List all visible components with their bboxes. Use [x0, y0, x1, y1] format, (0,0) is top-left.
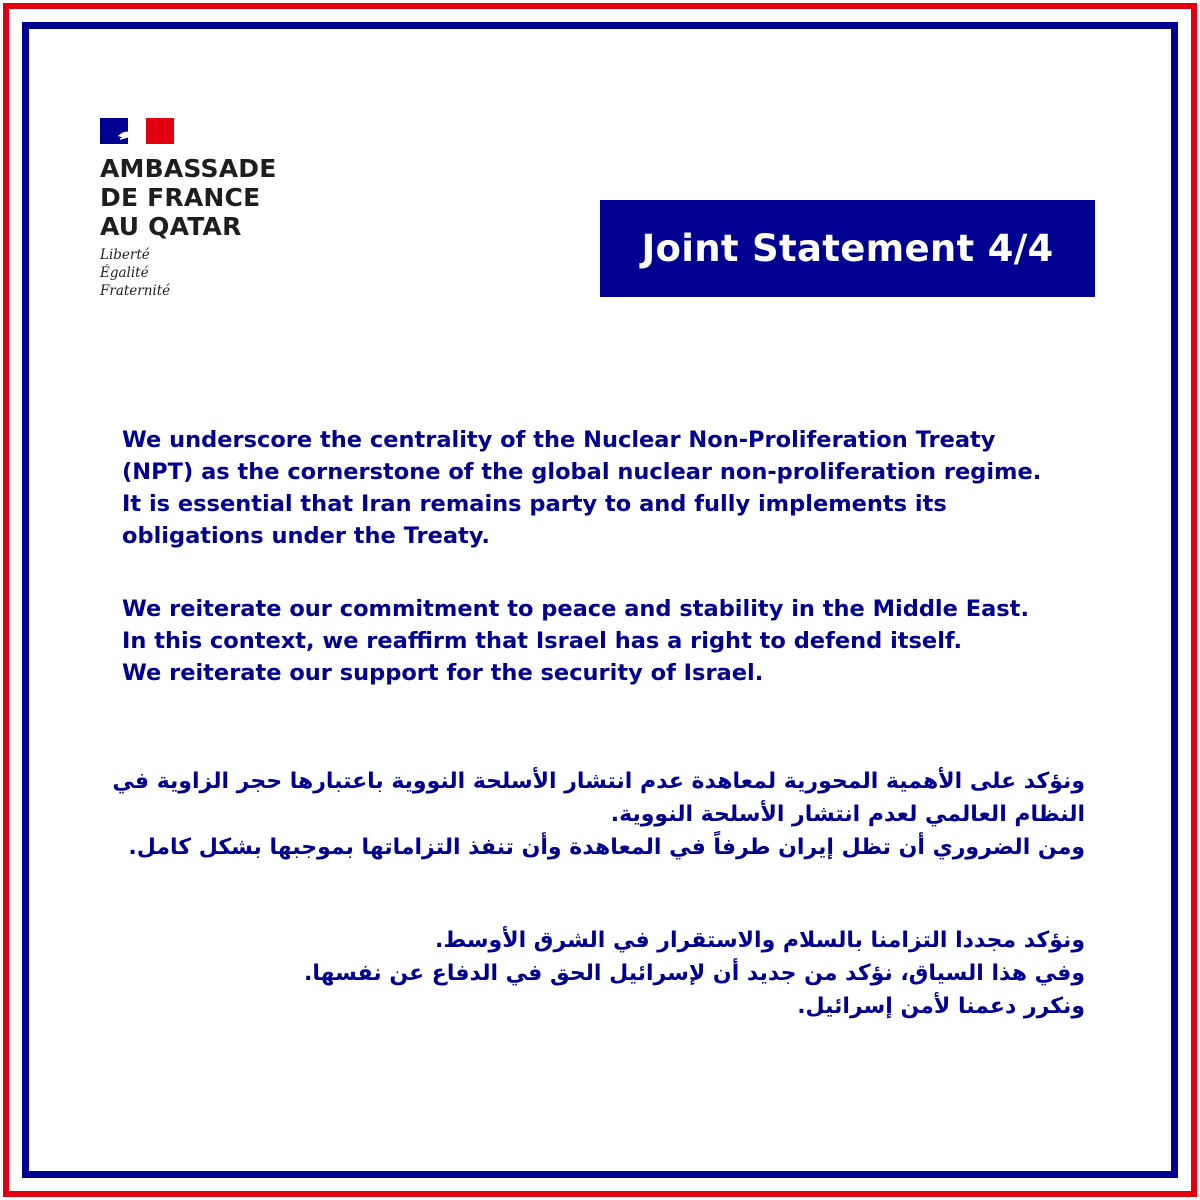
english-line: We reiterate our commitment to peace and stability in the Middle East. [122, 596, 1029, 622]
embassy-name-line: AMBASSADE [100, 154, 277, 183]
arabic-line: ونؤكد مجددا التزامنا بالسلام والاستقرار في الشرق الأوسط. [434, 928, 1085, 953]
english-line: We reiterate our support for the security of Israel. [122, 660, 764, 686]
english-line: obligations under the Treaty. [122, 523, 490, 549]
republic-motto [100, 246, 330, 300]
arabic-line: وفي هذا السياق، نؤكد من جديد أن لإسرائيل الحق في الدفاع عن نفسها. [304, 961, 1085, 986]
embassy-name [100, 154, 330, 241]
arabic-line: ومن الضروري أن تظل إيران طرفاً في المعاهدة وأن تنفذ التزاماتها بموجبها بشكل كامل. [128, 835, 1085, 860]
english-line: We underscore the centrality of the Nuclear Non-Proliferation Treaty [122, 427, 996, 453]
arabic-line: ونكرر دعمنا لأمن إسرائيل. [797, 994, 1085, 1019]
embassy-logo [100, 118, 330, 300]
motto-line: Fraternité [100, 283, 171, 299]
motto-line: Égalité [100, 265, 149, 281]
title-badge [600, 200, 1095, 297]
arabic-line: النظام العالمي لعدم انتشار الأسلحة النووية. [610, 802, 1085, 827]
english-line: In this context, we reaffirm that Israel has a right to defend itself. [122, 628, 963, 654]
arabic-paragraph-npt [110, 765, 1085, 864]
statement-title: Joint Statement 4/4 [641, 227, 1054, 270]
embassy-name-line: DE FRANCE [100, 183, 261, 212]
motto-line: Liberté [100, 247, 150, 263]
english-line: (NPT) as the cornerstone of the global nuclear non-proliferation regime. [122, 459, 1042, 485]
marianne-logo-icon [100, 118, 174, 144]
english-line: It is essential that Iran remains party to and fully implements its [122, 491, 947, 517]
embassy-name-line: AU QATAR [100, 212, 242, 241]
english-paragraph-middle-east [122, 593, 1082, 689]
arabic-paragraph-middle-east [110, 924, 1085, 1023]
arabic-line: ونؤكد على الأهمية المحورية لمعاهدة عدم انتشار الأسلحة النووية باعتبارها حجر الزاوية في [112, 769, 1085, 794]
english-paragraph-npt [122, 424, 1082, 552]
